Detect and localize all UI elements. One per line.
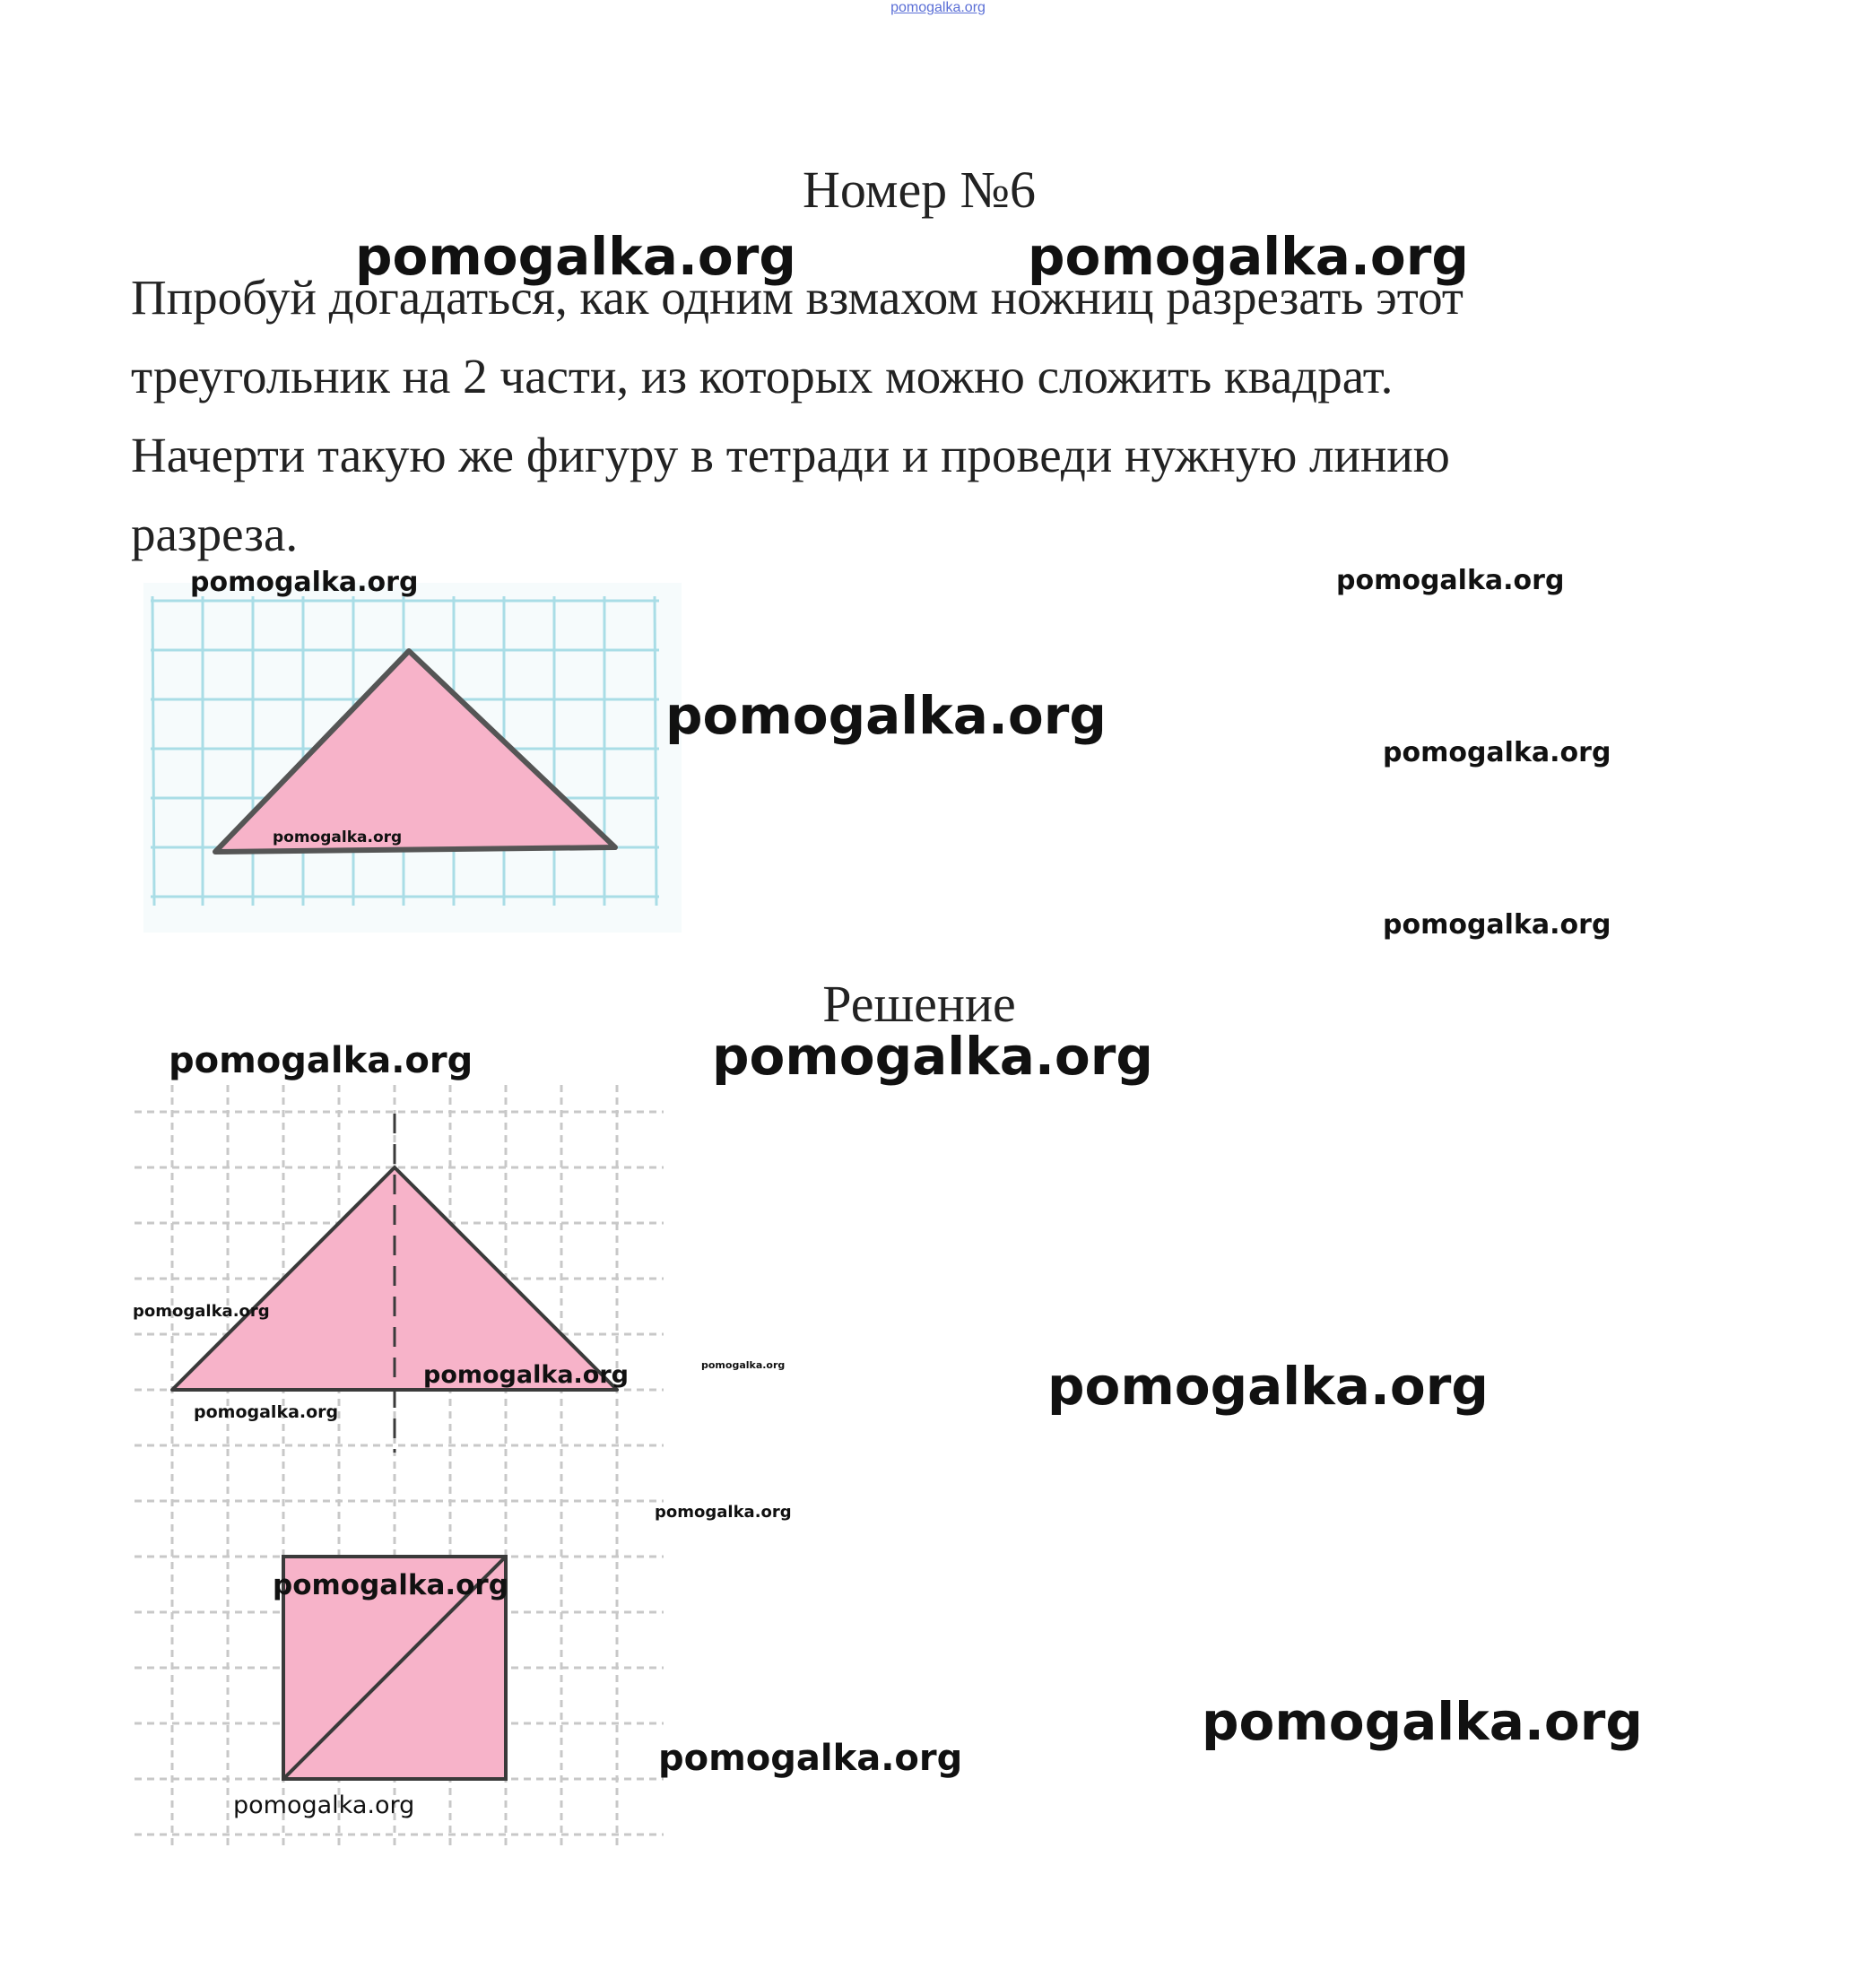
watermark: pomogalka.org xyxy=(701,1359,786,1371)
watermark: pomogalka.org xyxy=(194,1402,339,1422)
watermark: pomogalka.org xyxy=(1202,1691,1643,1752)
site-link[interactable]: pomogalka.org xyxy=(890,0,986,15)
watermark: pomogalka.org xyxy=(655,1503,792,1522)
watermark: pomogalka.org xyxy=(1028,226,1469,287)
problem-text-line: треугольник на 2 части, из которых можно сложить квадрат. xyxy=(131,349,1394,403)
watermark: pomogalka.org xyxy=(133,1302,270,1321)
watermark: pomogalka.org xyxy=(233,1791,415,1819)
problem-text-line: Ппробуй догадаться, как одним взмахом ножниц разрезать этот xyxy=(131,270,1463,325)
watermark: pomogalka.org xyxy=(355,226,796,287)
problem-figure xyxy=(143,583,682,933)
problem-text xyxy=(131,258,1727,574)
watermark: pomogalka.org xyxy=(1383,909,1611,941)
watermark: pomogalka.org xyxy=(1047,1356,1489,1417)
watermark: pomogalka.org xyxy=(1383,737,1611,768)
watermark: pomogalka.org xyxy=(273,829,403,846)
watermark: pomogalka.org xyxy=(712,1026,1153,1087)
problem-title: Номер №6 xyxy=(802,160,1037,219)
watermark: pomogalka.org xyxy=(423,1361,629,1389)
watermark: pomogalka.org xyxy=(169,1040,473,1081)
watermark: pomogalka.org xyxy=(190,567,419,598)
watermark: pomogalka.org xyxy=(273,1569,508,1601)
problem-text-line: разреза. xyxy=(131,507,299,561)
solution-title: Решение xyxy=(822,975,1016,1033)
watermark: pomogalka.org xyxy=(665,685,1107,746)
solution-figure xyxy=(135,1076,673,1847)
watermark: pomogalka.org xyxy=(1336,565,1565,596)
problem-text-line: Начерти такую же фигуру в тетради и проведи нужную линию xyxy=(131,428,1450,482)
watermark: pomogalka.org xyxy=(658,1738,963,1779)
